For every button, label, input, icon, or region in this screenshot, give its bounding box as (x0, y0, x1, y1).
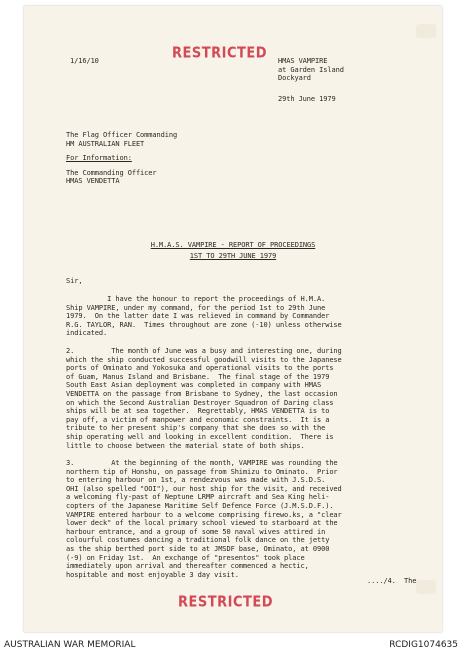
footer-source: AUSTRALIAN WAR MEMORIAL (4, 640, 136, 650)
document-page (24, 6, 442, 632)
info-line: HMAS VENDETTA (66, 177, 120, 186)
continuation-note: ..../4. The (367, 577, 417, 585)
title-line: 1ST TO 29TH JUNE 1979 (189, 251, 277, 260)
restricted-stamp-bottom: RESTRICTED (178, 593, 274, 612)
body-text (66, 295, 342, 579)
addressee-line: HM AUSTRALIAN FLEET (66, 139, 145, 148)
restricted-stamp-top: RESTRICTED (172, 44, 268, 63)
file-reference: 1/16/10 (70, 57, 99, 65)
paragraph: 3. At the beginning of the month, VAMPIRE was rounding the northern tip of Honshu, on passage from Shimizu to Ominato. Prior to entering harbour on 1st, a rendezvous was made with J.S.D.S. OHI (also spelled "OOI"), our host ship for the visit, and received a welcoming fly-past of Neptune LRMP aircraft and Sea King heli- copters of the Japanese Maritime Self Defence Force (J.M.S.D.F.). VAMPIRE entered harbour to a welcome comprising firewo.ks, a "clear lower deck" of the local primary school viewed to starboard at the harbour entrance, and a group of some 50 naval wives attired in colourful costumes dancing a traditional folk dance on the jetty as the ship berthed port side to at JMSDF base, Ominato, at 0900 (-9) on Friday 1st. An exchange of "presentos" took place immediately upon arrival and thereafter commenced a hectic, hospitable and most enjoyable 3 day visit. (66, 459, 342, 579)
punch-hole (416, 24, 436, 38)
info-label: For Information: (66, 154, 132, 163)
report-title (24, 241, 442, 260)
punch-hole (416, 580, 436, 594)
title-line: H.M.A.S. VAMPIRE - REPORT OF PROCEEDINGS (150, 241, 316, 249)
paragraph: 2. The month of June was a busy and interesting one, during which the ship conducted successful goodwill visits to the Japanese ports of Ominato and Yokosuka and operational visits to the ports of Guam, Manus Island and Brisbane. The final stage of the 1979 South East Asian deployment was completed in company with HMAS VENDETTA on the passage from Brisbane to Sydney, the last occasion on which the Second Australian Destroyer Squadron of Daring class ships will be at sea together. Regrettably, HMAS VENDETTA is to pay off, a victim of manpower and economic constraints. It is a tribute to her present ship's company that she does so with the ship operating well and looking in excellent condition. There is little to choose between the material state of both ships. (66, 346, 342, 450)
sender-line: at Garden Island (278, 65, 344, 74)
addressee-block (66, 131, 177, 186)
sender-line: HMAS VAMPIRE (278, 57, 328, 65)
footer-record-id: RCDIG1074635 (389, 640, 458, 650)
sender-block (278, 57, 344, 103)
letter-date: 29th June 1979 (278, 94, 336, 103)
archive-footer (0, 636, 462, 654)
sender-line: Dockyard (278, 74, 311, 83)
addressee-line: The Flag Officer Commanding (66, 131, 178, 139)
paragraph: I have the honour to report the proceedings of H.M.A. Ship VAMPIRE, under my command, for the period 1st to 29th June 1979. On the latter date I was relieved in command by Commander R.G. TAYLOR, RAN. Times throughout are zone (-10) unless otherwise indicated. (66, 295, 342, 338)
salutation: Sir, (66, 277, 83, 285)
info-line: The Commanding Officer (66, 168, 157, 177)
